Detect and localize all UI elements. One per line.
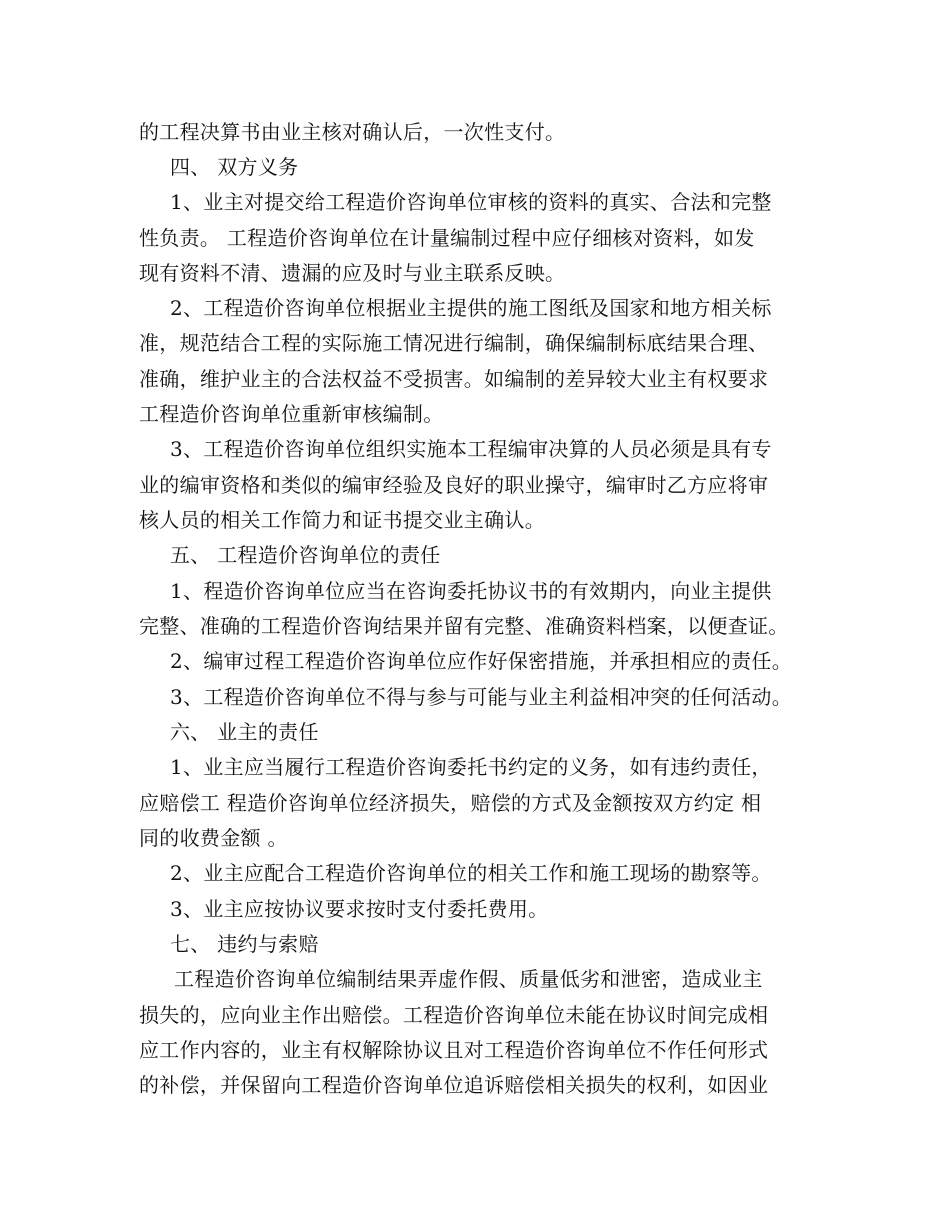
text-line: 现有资料不清、遗漏的应及时与业主联系反映。	[139, 261, 566, 285]
text-line: 2、业主应配合工程造价咨询单位的相关工作和施工现场的勘察等。	[170, 861, 772, 885]
text-line: 1、业主对提交给工程造价咨询单位审核的资料的真实、合法和完整	[170, 190, 772, 214]
text-line: 1、业主应当履行工程造价咨询委托书约定的义务，如有违约责任，	[170, 755, 772, 779]
section-heading: 六、 业主的责任	[170, 720, 319, 744]
text-line: 同的收费金额 。	[139, 826, 288, 850]
section-heading: 四、 双方义务	[170, 155, 299, 179]
section-heading: 五、 工程造价咨询单位的责任	[170, 543, 441, 567]
text-line: 的工程决算书由业主核对确认后，一次性支付。	[139, 120, 566, 144]
text-line: 3、工程造价咨询单位组织实施本工程编审决算的人员必须是具有专	[170, 437, 772, 461]
text-line: 应赔偿工 程造价咨询单位经济损失，赔偿的方式及金额按双方约定 相	[139, 791, 762, 815]
section-heading: 七、 违约与索赔	[170, 932, 319, 956]
text-line: 3、业主应按协议要求按时支付委托费用。	[170, 897, 549, 921]
text-line: 工程造价咨询单位编制结果弄虚作假、质量低劣和泄密，造成业主	[174, 967, 763, 991]
text-line: 的补偿，并保留向工程造价咨询单位追诉赔偿相关损失的权利，如因业	[139, 1073, 769, 1097]
text-line: 2、工程造价咨询单位根据业主提供的施工图纸及国家和地方相关标	[170, 296, 772, 320]
text-line: 应工作内容的，业主有权解除协议且对工程造价咨询单位不作任何形式	[139, 1038, 769, 1062]
text-line: 2、编审过程工程造价咨询单位应作好保密措施，并承担相应的责任。	[170, 649, 793, 673]
text-line: 核人员的相关工作简力和证书提交业主确认。	[139, 508, 545, 532]
text-line: 业的编审资格和类似的编审经验及良好的职业操守，编审时乙方应将审	[139, 473, 769, 497]
text-line: 准，规范结合工程的实际施工情况进行编制，确保编制标底结果合理、	[139, 331, 769, 355]
text-line: 准确，维护业主的合法权益不受损害。如编制的差异较大业主有权要求	[139, 367, 769, 391]
text-line: 完整、准确的工程造价咨询结果并留有完整、准确资料档案，以便查证。	[139, 614, 789, 638]
text-line: 工程造价咨询单位重新审核编制。	[139, 402, 444, 426]
text-line: 1、程造价咨询单位应当在咨询委托协议书的有效期内，向业主提供	[170, 579, 772, 603]
text-line: 性负责。 工程造价咨询单位在计量编制过程中应仔细核对资料，如发	[139, 226, 755, 250]
text-line: 3、工程造价咨询单位不得与参与可能与业主利益相冲突的任何活动。	[170, 685, 793, 709]
text-line: 损失的，应向业主作出赔偿。工程造价咨询单位未能在协议时间完成相	[139, 1003, 769, 1027]
